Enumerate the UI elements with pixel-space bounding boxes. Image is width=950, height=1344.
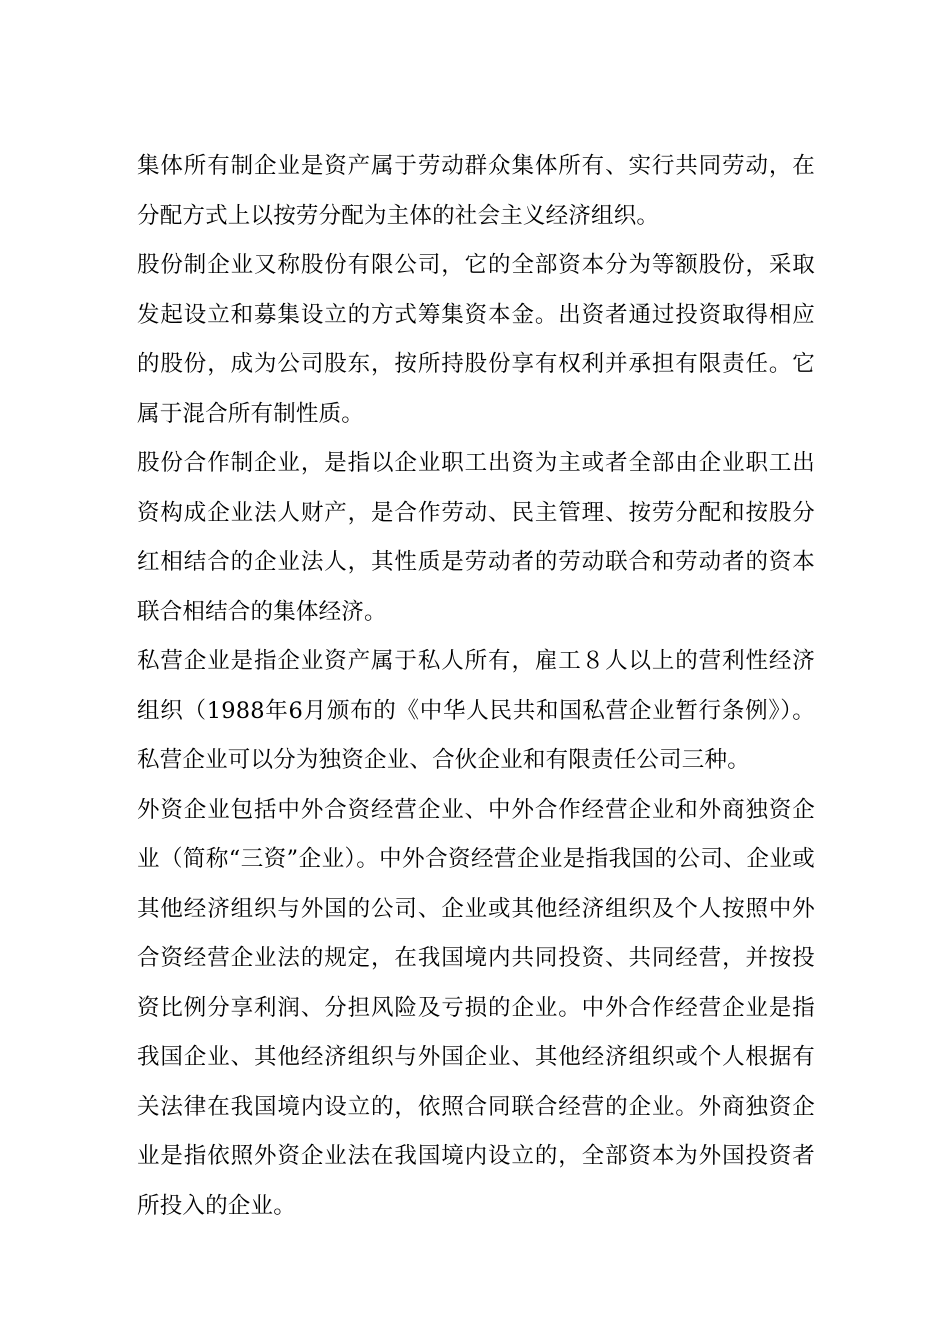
- paragraph-stock-cooperative-enterprise: 股份合作制企业，是指以企业职工出资为主或者全部由企业职工出资构成企业法人财产，是合作劳动、民主管理、按劳分配和按股分红相结合的企业法人，其性质是劳动者的劳动联合和劳动者的资本联合相结合的集体经济。: [137, 450, 815, 625]
- paragraph-private-enterprise: 私营企业是指企业资产属于私人所有，雇工８人以上的营利性经济组织（1988年6月颁布的《中华人民共和国私营企业暂行条例》）。私营企业可以分为独资企业、合伙企业和有限责任公司三种。: [137, 648, 815, 773]
- document-body: [137, 142, 815, 1231]
- paragraph-joint-stock-enterprise: 股份制企业又称股份有限公司，它的全部资本分为等额股份，采取发起设立和募集设立的方式筹集资本金。出资者通过投资取得相应的股份，成为公司股东，按所持股份享有权利并承担有限责任。它属于混合所有制性质。: [137, 252, 815, 427]
- paragraph-collective-enterprise: 集体所有制企业是资产属于劳动群众集体所有、实行共同劳动，在分配方式上以按劳分配为主体的社会主义经济组织。: [137, 153, 815, 229]
- paragraph-foreign-funded-enterprise: 外资企业包括中外合资经营企业、中外合作经营企业和外商独资企业（简称“三资”企业）。中外合资经营企业是指我国的公司、企业或其他经济组织与外国的公司、企业或其他经济组织及个人按照中外合资经营企业法的规定，在我国境内共同投资、共同经营，并按投资比例分享利润、分担风险及亏损的企业。中外合作经营企业是指我国企业、其他经济组织与外国企业、其他经济组织或个人根据有关法律在我国境内设立的，依照合同联合经营的企业。外商独资企业是指依照外资企业法在我国境内设立的，全部资本为外国投资者所投入的企业。: [137, 796, 815, 1219]
